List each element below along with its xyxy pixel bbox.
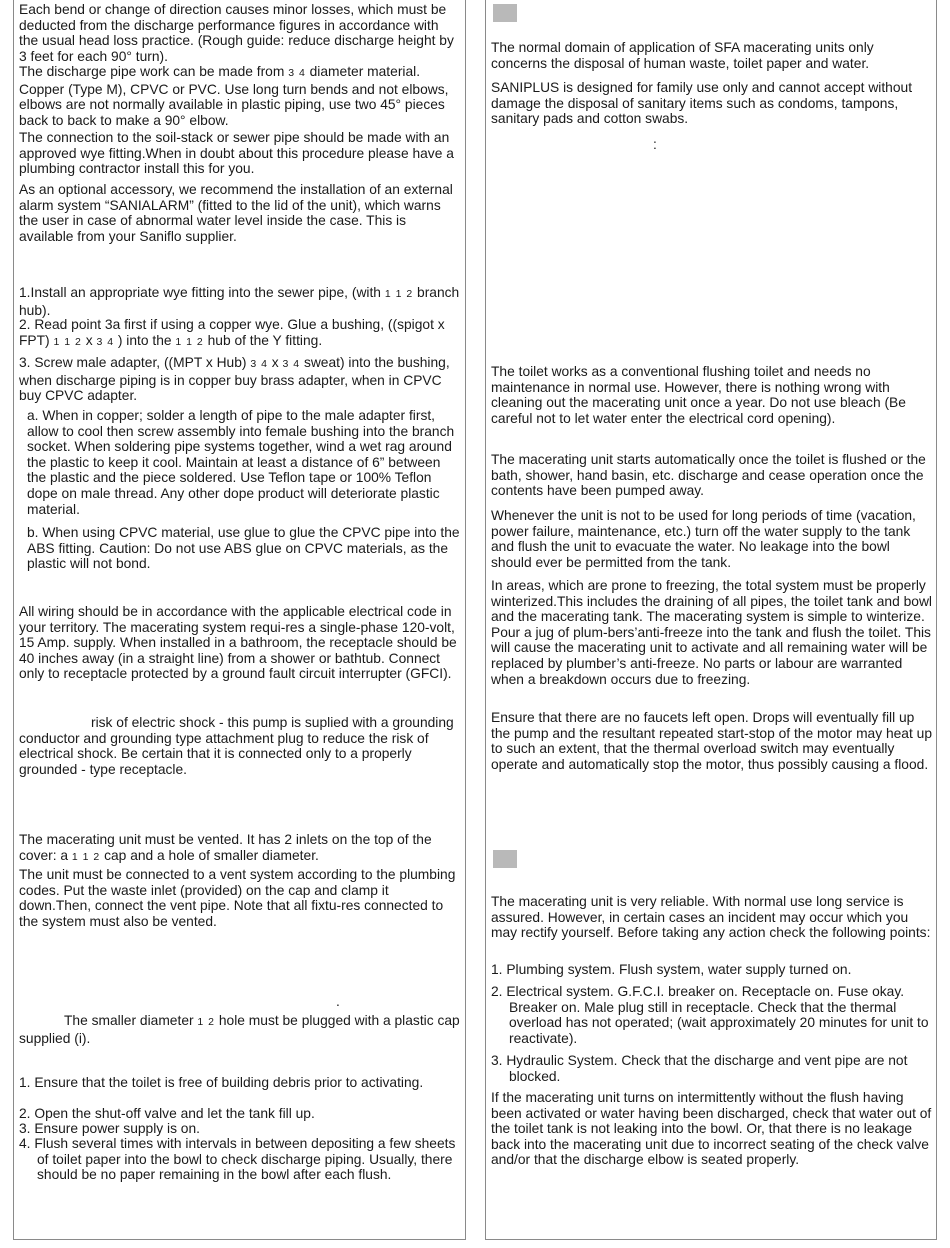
check-plumbing: 1. Plumbing system. Flush system, water supply turned on. bbox=[491, 962, 852, 977]
troubleshooting-intro: The macerating unit is very reliable. With normal use long service is assured. However, in certain cases an incident may occur which you may rectify yourself. Before taking any action check the following points: bbox=[491, 894, 931, 941]
commissioning-step-4: 4. Flush several times with intervals in between depositing a few sheets of toilet paper into the bowl to check discharge piping. Usually, there should be no paper remaining in the bowl after each flush. bbox=[19, 1136, 456, 1183]
commissioning-step-2: 2. Open the shut-off valve and let the tank fill up. bbox=[19, 1106, 315, 1121]
section-marker-troubleshooting bbox=[493, 850, 517, 868]
connection-paragraph: The connection to the soil-stack or sewer pipe should be made with an approved wye fitting.When in doubt about this procedure please have a plumbing contractor install this for you. bbox=[19, 130, 454, 177]
right-column bbox=[485, 0, 937, 1240]
commissioning-step-3: 3. Ensure power supply is on. bbox=[19, 1121, 200, 1136]
vent-paragraph-3: The smaller diameter 1 2 hole must be plugged with a plastic cap supplied (i). bbox=[19, 1013, 460, 1046]
usage-paragraph-2: SANIPLUS is designed for family use only and cannot accept without damage the disposal of sanitary items such as condoms, tampons, sanitary pads and cotton swabs. bbox=[491, 80, 913, 127]
intermittent-paragraph: If the macerating unit turns on intermittently without the flush having been activated or water having been discharged, check that water out of the toilet tank is not leaking into the bowl. Or, that there is no leakage back into the macerating unit due to incorrect seating of the check valve and/or that the discharge elbow is seated properly. bbox=[491, 1090, 932, 1168]
stray-dot: . bbox=[336, 994, 340, 1009]
stray-colon: : bbox=[653, 137, 657, 152]
faucets-paragraph: Ensure that there are no faucets left open. Drops will eventually fill up the pump and the resultant repeated start-stop of the motor may heat up to such an extent, that the thermal overload switch may eventually operate and automatically stop the motor, thus possibly causing a flood. bbox=[491, 710, 932, 772]
maintenance-paragraph-3: Whenever the unit is not to be used for long periods of time (vacation, power failure, maintenance, etc.) turn off the water supply to the tank and flush the unit to evacuate the water. No leakage into the bowl should ever be permitted from the tank. bbox=[491, 508, 916, 570]
install-step-2: 2. Read point 3a first if using a copper wye. Glue a bushing, ((spigot x FPT) 1 1 2 x 3 4 ) into the 1 1 2 hub of the Y fitting. bbox=[19, 317, 445, 348]
commissioning-step-1: 1. Ensure that the toilet is free of building debris prior to activating. bbox=[19, 1075, 424, 1090]
maintenance-paragraph-2: The macerating unit starts automatically once the toilet is flushed or the bath, shower, hand basin, etc. discharge and cease operation once the contents have been pumped away. bbox=[491, 452, 926, 499]
winterize-paragraph: In areas, which are prone to freezing, the total system must be properly winterized.This includes the draining of all pipes, the toilet tank and bowl and the macerating tank. The macerating system is simple to winterize. Pour a jug of plum-bers’anti-freeze into the tank and flush the toilet. This will cause the macerating unit to activate and all remaining water will be replaced by plumber’s anti-freeze. No parts or labour are warranted when a breakdown occurs due to freezing. bbox=[491, 578, 932, 687]
usage-paragraph-1: The normal domain of application of SFA macerating units only concerns the disposal of human waste, toilet paper and water. bbox=[491, 40, 874, 71]
install-step-1: 1.Install an appropriate wye fitting into the sewer pipe, (with 1 1 2 branch hub). bbox=[19, 285, 460, 318]
section-marker-usage bbox=[493, 4, 517, 22]
check-hydraulic: 3. Hydraulic System. Check that the discharge and vent pipe are not blocked. bbox=[491, 1053, 908, 1084]
check-electrical: 2. Electrical system. G.F.C.I. breaker on. Receptacle on. Fuse okay. Breaker on. Male plug still in receptacle. Check that the thermal overload has not operated; (wait approximately 20 minutes for unit to reactivate). bbox=[491, 984, 929, 1046]
install-step-3b: b. When using CPVC material, use glue to glue the CPVC pipe into the ABS fitting. Caution: Do not use ABS glue on CPVC materials, as the plastic will not bond. bbox=[27, 525, 460, 572]
install-step-3: 3. Screw male adapter, ((MPT x Hub) 3 4 x 3 4 sweat) into the bushing, when discharge piping is in copper buy brass adapter, when in CPVC buy CPVC adapter. bbox=[19, 355, 450, 404]
discharge-pipe-paragraph: The discharge pipe work can be made from 3 4 diameter material. Copper (Type M), CPVC or PVC. Use long turn bends and not elbows, elbows are not normally available in plastic piping, use two 45° pieces back to back to make a 90° elbow. bbox=[19, 64, 449, 128]
left-column bbox=[13, 0, 466, 1240]
shock-warning-paragraph: risk of electric shock - this pump is suplied with a grounding conductor and grounding type attachment plug to reduce the risk of electrical shock. Be certain that it is connected only to a properly grounded - type receptacle. bbox=[19, 715, 454, 777]
wiring-paragraph: All wiring should be in accordance with the applicable electrical code in your territory. The macerating system requi-res a single-phase 120-volt, 15 Amp. supply. When installed in a bathroom, the receptacle should be 40 inches away (in a straight line) from a shower or bathtub. Connect only to receptacle protected by a ground fault circuit interrupter (GFCI). bbox=[19, 604, 457, 682]
head-loss-paragraph: Each bend or change of direction causes minor losses, which must be deducted from the discharge performance figures in accordance with the usual head loss practice. (Rough guide: reduce discharge height by 3 feet for each 90° turn). bbox=[19, 2, 454, 64]
vent-paragraph-1: The macerating unit must be vented. It has 2 inlets on the top of the cover: a 1 1 2 cap and a hole of smaller diameter. bbox=[19, 832, 432, 863]
install-step-3a: a. When in copper; solder a length of pipe to the male adapter first, allow to cool then screw assembly into female bushing into the branch socket. When soldering pipe systems together, wind a wet rag around the plastic to keep it cool. Maintain at least a distance of 6” between the plastic and the piece soldered. Use Teflon tape or 100% Teflon dope on male thread. Any other dope product will deteriorate plastic material. bbox=[27, 408, 455, 517]
sanialarm-paragraph: As an optional accessory, we recommend the installation of an external alarm system “SANIALARM” (fitted to the lid of the unit), which warns the user in case of abnormal water level inside the case. This is available from your Saniflo supplier. bbox=[19, 182, 453, 244]
maintenance-paragraph-1: The toilet works as a conventional flushing toilet and needs no maintenance in normal use. However, there is nothing wrong with cleaning out the macerating unit once a year. Do not use bleach (Be careful not to let water enter the electrical cord opening). bbox=[491, 364, 906, 426]
vent-paragraph-2: The unit must be connected to a vent system according to the plumbing codes. Put the waste inlet (provided) on the cap and clamp it down.Then, connect the vent pipe. Note that all fixtu-res connected to the system must also be vented. bbox=[19, 867, 456, 929]
